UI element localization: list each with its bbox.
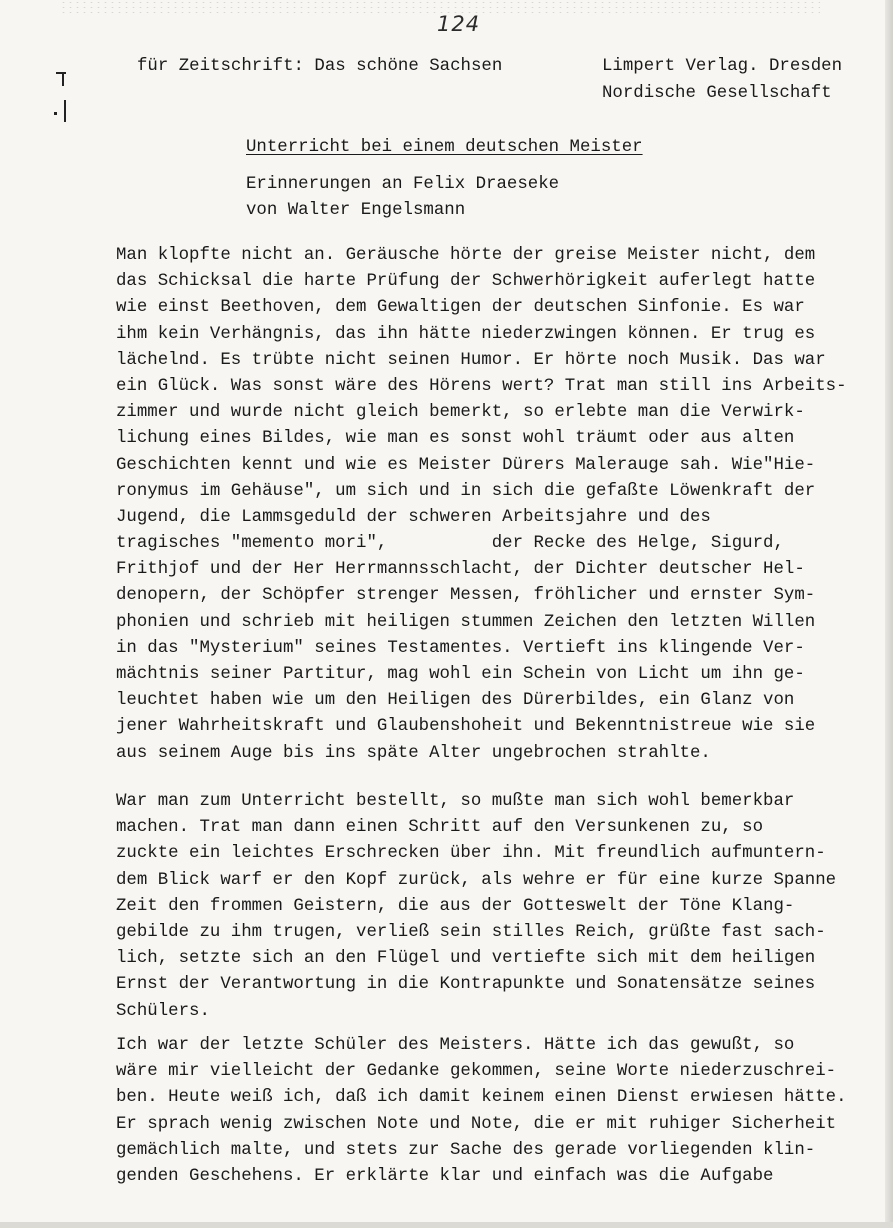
text-line: tragisches "memento mori", der Recke des Helge, Sigurd, (116, 534, 784, 554)
article-title: Unterricht bei einem deutschen Meister (246, 138, 643, 157)
text-line: zimmer und wurde nicht gleich bemerkt, so erlebte man die Verwirk- (116, 403, 805, 423)
text-line: denopern, der Schöpfer strenger Messen, fröhlicher und ernster Sym- (116, 586, 816, 606)
text-line: phonien und schrieb mit heiligen stummen Zeichen den letzten Willen (116, 612, 816, 632)
header-society: Nordische Gesellschaft (602, 84, 832, 103)
text-line: lichung eines Bildes, wie man es sonst wohl träumt oder aus alten (116, 429, 795, 449)
text-line: aus seinem Auge bis ins späte Alter ungebrochen strahlte. (116, 743, 711, 763)
margin-mark-stem (62, 74, 64, 86)
margin-mark (56, 72, 66, 74)
paragraph-3 (116, 1033, 847, 1190)
page-edge-bottom (0, 1222, 893, 1228)
paragraph-2 (116, 789, 836, 1025)
page-edge-right (885, 0, 893, 1228)
text-line: wäre mir vielleicht der Gedanke gekommen, seine Worte niederzuschrei- (116, 1062, 837, 1082)
header-publication: für Zeitschrift: Das schöne Sachsen (137, 57, 503, 76)
text-line: Geschichten kennt und wie es Meister Dürers Malerauge sah. Wie"Hie- (116, 455, 816, 475)
text-line: Schülers. (116, 1001, 210, 1021)
text-line: gemächlich malte, und stets zur Sache des gerade vorliegenden klin- (116, 1140, 816, 1160)
text-line: Er sprach wenig zwischen Note und Note, die er mit ruhiger Sicherheit (116, 1114, 837, 1134)
text-line: lich, setzte sich an den Flügel und vertiefte sich mit dem heiligen (116, 949, 816, 969)
text-line: Jugend, die Lammsgeduld der schweren Arbeitsjahre und des (116, 507, 711, 527)
text-line: Ich war der letzte Schüler des Meisters. Hätte ich das gewußt, so (116, 1036, 795, 1055)
margin-dot (54, 112, 57, 115)
text-line: ronymus im Gehäuse", um sich und in sich die gefaßte Löwenkraft der (116, 481, 816, 501)
text-line: War man zum Unterricht bestellt, so mußte man sich wohl bemerkbar (116, 792, 795, 811)
text-line: leuchtet haben wie um den Heiligen des Dürerbildes, ein Glanz von (116, 691, 795, 711)
text-line: machen. Trat man dann einen Schritt auf den Versunkenen zu, so (116, 818, 764, 838)
text-line: in das "Mysterium" seines Testamentes. Vertieft ins klingende Ver- (116, 638, 805, 658)
text-line: mächtnis seiner Partitur, mag wohl ein Schein von Licht um ihn ge- (116, 665, 805, 684)
text-line: genden Geschehens. Er erklärte klar und einfach was die Aufgabe (116, 1166, 774, 1186)
text-line: wie einst Beethoven, dem Gewaltigen der deutschen Sinfonie. Es war (116, 298, 805, 318)
text-line: Zeit den frommen Geistern, die aus der Gotteswelt der Töne Klang- (116, 896, 795, 916)
text-line: Ernst der Verantwortung in die Kontrapunkte und Sonatensätze seines (116, 975, 816, 995)
text-line: gebilde zu ihm trugen, verließ sein stilles Reich, grüßte fast sach- (116, 922, 826, 942)
text-line: lächelnd. Es trübte nicht seinen Humor. Er hörte noch Musik. Das war (116, 350, 826, 370)
page-number: 124 (437, 12, 481, 36)
margin-mark-lower (64, 100, 66, 122)
text-line: ihm kein Verhängnis, das ihn hätte niederzwingen können. Er trug es (116, 324, 816, 344)
text-line: jener Wahrheitskraft und Glaubenshoheit und Bekenntnistreue wie sie (116, 717, 816, 737)
article-author: von Walter Engelsmann (246, 201, 466, 220)
text-line: Frithjof und der Her Herrmannsschlacht, der Dichter deutscher Hel- (116, 560, 805, 580)
paragraph-1 (116, 243, 847, 767)
article-subtitle: Erinnerungen an Felix Draeseke (246, 175, 560, 194)
text-line: dem Blick warf er den Kopf zurück, als wehre er für eine kurze Spanne (116, 870, 837, 890)
text-line: ben. Heute weiß ich, daß ich damit keinem einen Dienst erwiesen hätte. (116, 1088, 847, 1108)
text-line: das Schicksal die harte Prüfung der Schwerhörigkeit auferlegt hatte (116, 272, 816, 292)
text-line: Man klopfte nicht an. Geräusche hörte der greise Meister nicht, dem (116, 246, 816, 265)
text-line: zuckte ein leichtes Erschrecken über ihn. Mit freundlich aufmuntern- (116, 844, 826, 864)
header-publisher: Limpert Verlag. Dresden (602, 57, 843, 76)
text-line: ein Glück. Was sonst wäre des Hörens wert? Trat man still ins Arbeits- (116, 376, 847, 396)
